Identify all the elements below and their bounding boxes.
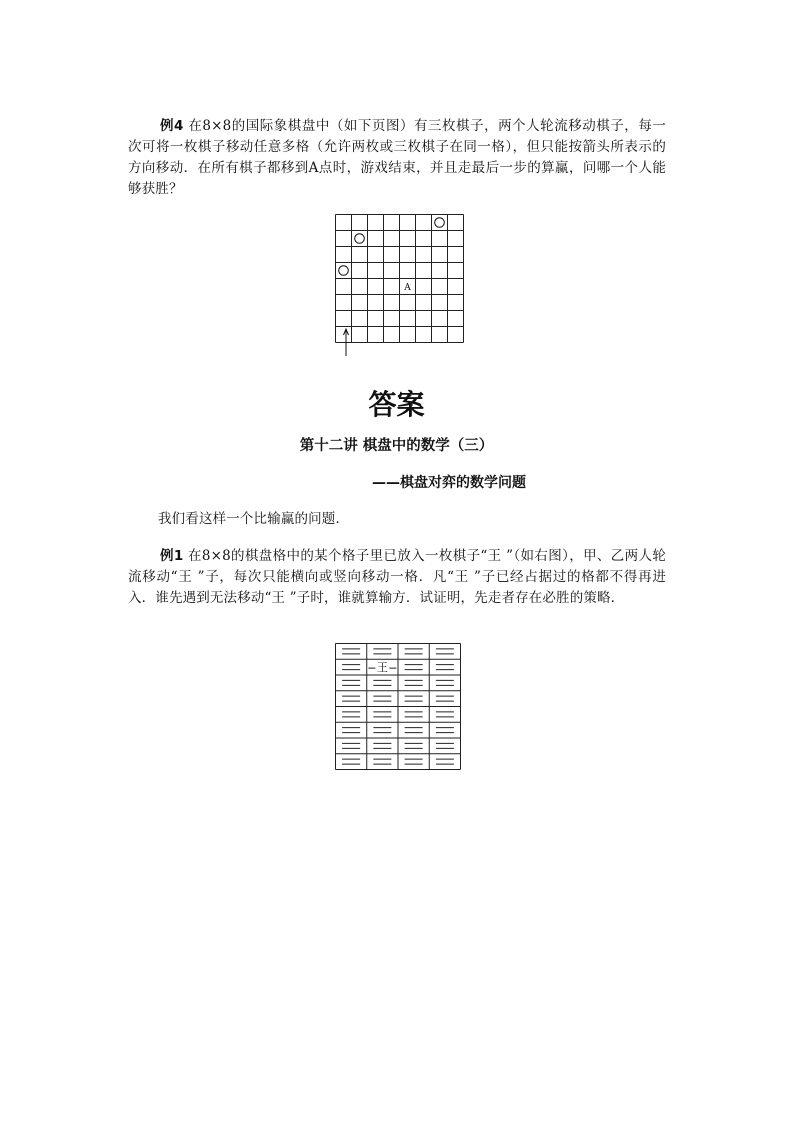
chess-piece [355, 234, 365, 244]
board-grid [336, 644, 461, 770]
king-piece-label: 王 [376, 661, 388, 675]
lecture-subtitle: ——棋盘对弈的数学问题 [372, 475, 526, 491]
chess-piece [435, 218, 445, 228]
example4-label: 例4 [160, 118, 184, 134]
chess-piece [339, 266, 349, 276]
example1-label: 例1 [160, 548, 184, 564]
example4-text: 在8×8的国际象棋盘中（如下页图）有三枚棋子，两个人轮流移动棋子，每一次可将一枚棋子移动任意多格（允许两枚或三枚棋子在同一格），但只能按箭头所表示的方向移动．在所有棋子都移到A点时，游戏结束，并且走最后一步的算赢，问哪一个人能够获胜？ [128, 118, 666, 197]
example1-paragraph [128, 546, 666, 609]
target-point-a-label: A [404, 283, 411, 293]
chess-board-figure [335, 214, 465, 359]
intro-paragraph: 我们看这样一个比输赢的问题． [158, 511, 350, 527]
king-board-figure [335, 643, 462, 771]
example1-text: 在8×8的棋盘格中的某个格子里已放入一枚棋子“王 ”（如右图），甲、乙两人轮流移动“王 ”子，每次只能横向或竖向移动一格．凡“王 ”子已经占据过的格都不得再进入．谁先遇到无法移动“王 ”子时，谁就算输方．试证明，先走者存在必胜的策略． [128, 548, 666, 606]
answer-title: 答案 [368, 388, 425, 421]
lecture-title: 第十二讲 棋盘中的数学（三） [299, 438, 494, 454]
board-grid [336, 215, 464, 343]
example4-paragraph [128, 116, 666, 200]
